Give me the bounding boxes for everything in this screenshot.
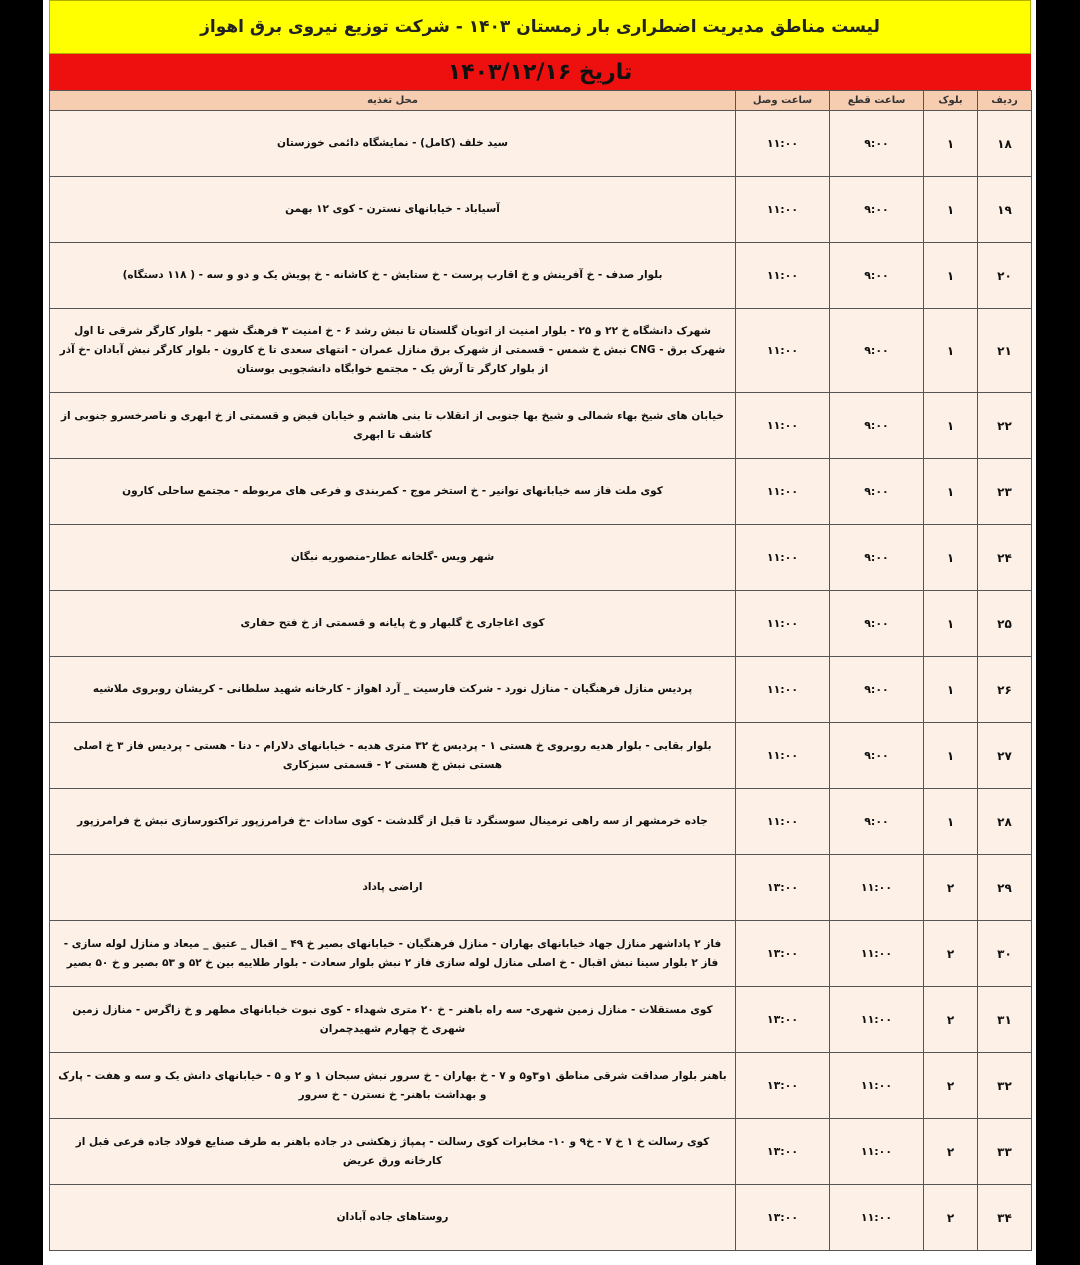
cut-time: ۹:۰۰	[830, 177, 924, 243]
connect-time: ۱۳:۰۰	[736, 1185, 830, 1251]
cut-time: ۹:۰۰	[830, 789, 924, 855]
schedule-table	[49, 90, 1032, 1251]
connect-time: ۱۱:۰۰	[736, 309, 830, 393]
date-banner	[49, 54, 1031, 90]
table-row	[50, 591, 1032, 657]
table-row	[50, 987, 1032, 1053]
table-row	[50, 459, 1032, 525]
location-text: شهرک دانشگاه خ ۲۲ و ۲۵ - بلوار امنیت از اتوبان گلستان تا نبش رشد ۶ - خ امنیت ۳ فرهنگ شهر - بلوار کارگر شرقی تا اول شهرک برق - CNG نبش خ شمس - قسمتی از شهرک برق منازل عمران - انتهای سعدی تا خ کارون - بلوار کارگر نبش آبادان -خ آذر از بلوار کارگر تا آرش یک - مجتمع خوابگاه دانشجویی بوستان	[50, 309, 736, 393]
row-number: ۳۴	[978, 1185, 1032, 1251]
title-text: لیست مناطق مدیریت اضطراری بار زمستان ۱۴۰۳ - شرکت توزیع نیروی برق اهواز	[200, 17, 880, 37]
location-text: شهر ویس -گلخانه عطار-منصوریه نبگان	[50, 525, 736, 591]
block-number: ۱	[924, 111, 978, 177]
location-text: جاده خرمشهر از سه راهی ترمینال سوسنگرد تا قبل از گلدشت - کوی سادات -خ فرامرزپور تراکتورسازی نبش خ فرامرزپور	[50, 789, 736, 855]
connect-time: ۱۱:۰۰	[736, 243, 830, 309]
cut-time: ۹:۰۰	[830, 657, 924, 723]
table-row	[50, 525, 1032, 591]
location-text: کوی اغاجاری خ گلبهار و خ پایانه و قسمتی از خ فتح حفاری	[50, 591, 736, 657]
block-number: ۲	[924, 855, 978, 921]
cut-time: ۱۱:۰۰	[830, 1185, 924, 1251]
row-number: ۳۲	[978, 1053, 1032, 1119]
cut-time: ۹:۰۰	[830, 723, 924, 789]
location-text: باهنر بلوار صداقت شرقی مناطق ۱و۳و۵ و ۷ - خ بهاران - خ سرور نبش سبحان ۱ و ۲ و ۵ - خیابانهای دانش یک و سه و هفت - پارک و بهداشت باهنر- خ نسترن - خ سرور	[50, 1053, 736, 1119]
location-text: سید خلف (کامل) - نمایشگاه دائمی خوزستان	[50, 111, 736, 177]
row-number: ۲۱	[978, 309, 1032, 393]
date-text: تاریخ ۱۴۰۳/۱۲/۱۶	[447, 59, 633, 85]
cut-time: ۱۱:۰۰	[830, 1119, 924, 1185]
table-row	[50, 177, 1032, 243]
block-number: ۲	[924, 1053, 978, 1119]
cut-time: ۱۱:۰۰	[830, 1053, 924, 1119]
location-text: کوی رسالت خ ۱ خ ۷ - خ۹ و ۱۰- مخابرات کوی رسالت - پمپاژ زهکشی در جاده باهنر به طرف صنایع فولاد جاده فرعی قبل از کارخانه ورق عریض	[50, 1119, 736, 1185]
cut-time: ۱۱:۰۰	[830, 987, 924, 1053]
connect-time: ۱۳:۰۰	[736, 855, 830, 921]
header-row-number: ردیف	[978, 91, 1032, 111]
row-number: ۳۱	[978, 987, 1032, 1053]
cut-time: ۹:۰۰	[830, 393, 924, 459]
cut-time: ۹:۰۰	[830, 525, 924, 591]
block-number: ۱	[924, 177, 978, 243]
table-row	[50, 1185, 1032, 1251]
table-row	[50, 243, 1032, 309]
block-number: ۲	[924, 1185, 978, 1251]
table-row	[50, 921, 1032, 987]
document-sheet	[43, 0, 1036, 1265]
location-text: کوی مستقلات - منازل زمین شهری- سه راه باهنر - خ ۲۰ متری شهداء - کوی نبوت خیابانهای مطهر و خ زاگرس - منازل زمین شهری خ چهارم شهیدچمران	[50, 987, 736, 1053]
location-text: بلوار بقایی - بلوار هدیه روبروی خ هستی ۱ - پردیس خ ۳۲ متری هدیه - خیابانهای دلارام - دنا - هستی - پردیس فاز ۳ خ اصلی هستی نبش خ هستی ۲ - قسمتی سبزکاری	[50, 723, 736, 789]
header-location: محل تغذیه	[50, 91, 736, 111]
row-number: ۱۹	[978, 177, 1032, 243]
table-row	[50, 111, 1032, 177]
block-number: ۲	[924, 987, 978, 1053]
table-row	[50, 1053, 1032, 1119]
row-number: ۲۲	[978, 393, 1032, 459]
connect-time: ۱۱:۰۰	[736, 111, 830, 177]
table-row	[50, 309, 1032, 393]
cut-time: ۹:۰۰	[830, 459, 924, 525]
location-text: پردیس منازل فرهنگیان - منازل نورد - شرکت فارسیت _ آرد اهواز - کارخانه شهید سلطانی - کریشان روبروی ملاشیه	[50, 657, 736, 723]
row-number: ۲۴	[978, 525, 1032, 591]
connect-time: ۱۱:۰۰	[736, 393, 830, 459]
row-number: ۲۵	[978, 591, 1032, 657]
block-number: ۲	[924, 921, 978, 987]
row-number: ۳۳	[978, 1119, 1032, 1185]
row-number: ۱۸	[978, 111, 1032, 177]
location-text: فاز ۲ پاداشهر منازل جهاد خیابانهای بهاران - منازل فرهنگیان - خیابانهای بصیر خ ۴۹ _ اقبال _ عتیق _ میعاد و منازل لوله سازی - فاز ۲ بلوار سینا نبش اقبال - خ اصلی منازل لوله سازی فاز ۲ نبش بلوار سعادت - بلوار طلاییه بین خ ۵۲ و ۵۳ بصیر و خ ۵۰ بصیر	[50, 921, 736, 987]
cut-time: ۹:۰۰	[830, 243, 924, 309]
connect-time: ۱۱:۰۰	[736, 591, 830, 657]
row-number: ۲۹	[978, 855, 1032, 921]
row-number: ۲۰	[978, 243, 1032, 309]
connect-time: ۱۳:۰۰	[736, 987, 830, 1053]
document-title	[49, 0, 1031, 54]
row-number: ۳۰	[978, 921, 1032, 987]
table-row	[50, 855, 1032, 921]
row-number: ۲۳	[978, 459, 1032, 525]
location-text: بلوار صدف - خ آفرینش و خ اقارب پرست - خ ستایش - خ کاشانه - خ پویش یک و دو و سه - ( ۱۱۸ دستگاه)	[50, 243, 736, 309]
connect-time: ۱۱:۰۰	[736, 657, 830, 723]
block-number: ۱	[924, 393, 978, 459]
connect-time: ۱۳:۰۰	[736, 1119, 830, 1185]
header-connect-time: ساعت وصل	[736, 91, 830, 111]
location-text: کوی ملت فاز سه خیابانهای توانیر - خ استخر موج - کمربندی و فرعی های مربوطه - مجتمع ساحلی کارون	[50, 459, 736, 525]
connect-time: ۱۳:۰۰	[736, 1053, 830, 1119]
block-number: ۲	[924, 1119, 978, 1185]
location-text: روستاهای جاده آبادان	[50, 1185, 736, 1251]
block-number: ۱	[924, 525, 978, 591]
cut-time: ۹:۰۰	[830, 591, 924, 657]
cut-time: ۱۱:۰۰	[830, 855, 924, 921]
connect-time: ۱۱:۰۰	[736, 723, 830, 789]
cut-time: ۱۱:۰۰	[830, 921, 924, 987]
table-row	[50, 789, 1032, 855]
connect-time: ۱۱:۰۰	[736, 177, 830, 243]
table-row	[50, 723, 1032, 789]
connect-time: ۱۳:۰۰	[736, 921, 830, 987]
table-row	[50, 657, 1032, 723]
location-text: اراضی پاداد	[50, 855, 736, 921]
header-cut-time: ساعت قطع	[830, 91, 924, 111]
block-number: ۱	[924, 459, 978, 525]
cut-time: ۹:۰۰	[830, 309, 924, 393]
connect-time: ۱۱:۰۰	[736, 525, 830, 591]
block-number: ۱	[924, 243, 978, 309]
connect-time: ۱۱:۰۰	[736, 459, 830, 525]
block-number: ۱	[924, 723, 978, 789]
row-number: ۲۸	[978, 789, 1032, 855]
block-number: ۱	[924, 309, 978, 393]
table-row	[50, 1119, 1032, 1185]
row-number: ۲۶	[978, 657, 1032, 723]
cut-time: ۹:۰۰	[830, 111, 924, 177]
block-number: ۱	[924, 789, 978, 855]
location-text: خیابان های شیخ بهاء شمالی و شیخ بها جنوبی از انقلاب تا بنی هاشم و خیابان فیض و قسمتی از خ ابهری و ناصرخسرو جنوبی از کاشف تا ابهری	[50, 393, 736, 459]
table-header-row	[50, 91, 1032, 111]
location-text: آسیاباد - خیابانهای نسترن - کوی ۱۲ بهمن	[50, 177, 736, 243]
row-number: ۲۷	[978, 723, 1032, 789]
block-number: ۱	[924, 591, 978, 657]
block-number: ۱	[924, 657, 978, 723]
connect-time: ۱۱:۰۰	[736, 789, 830, 855]
table-row	[50, 393, 1032, 459]
header-block: بلوک	[924, 91, 978, 111]
